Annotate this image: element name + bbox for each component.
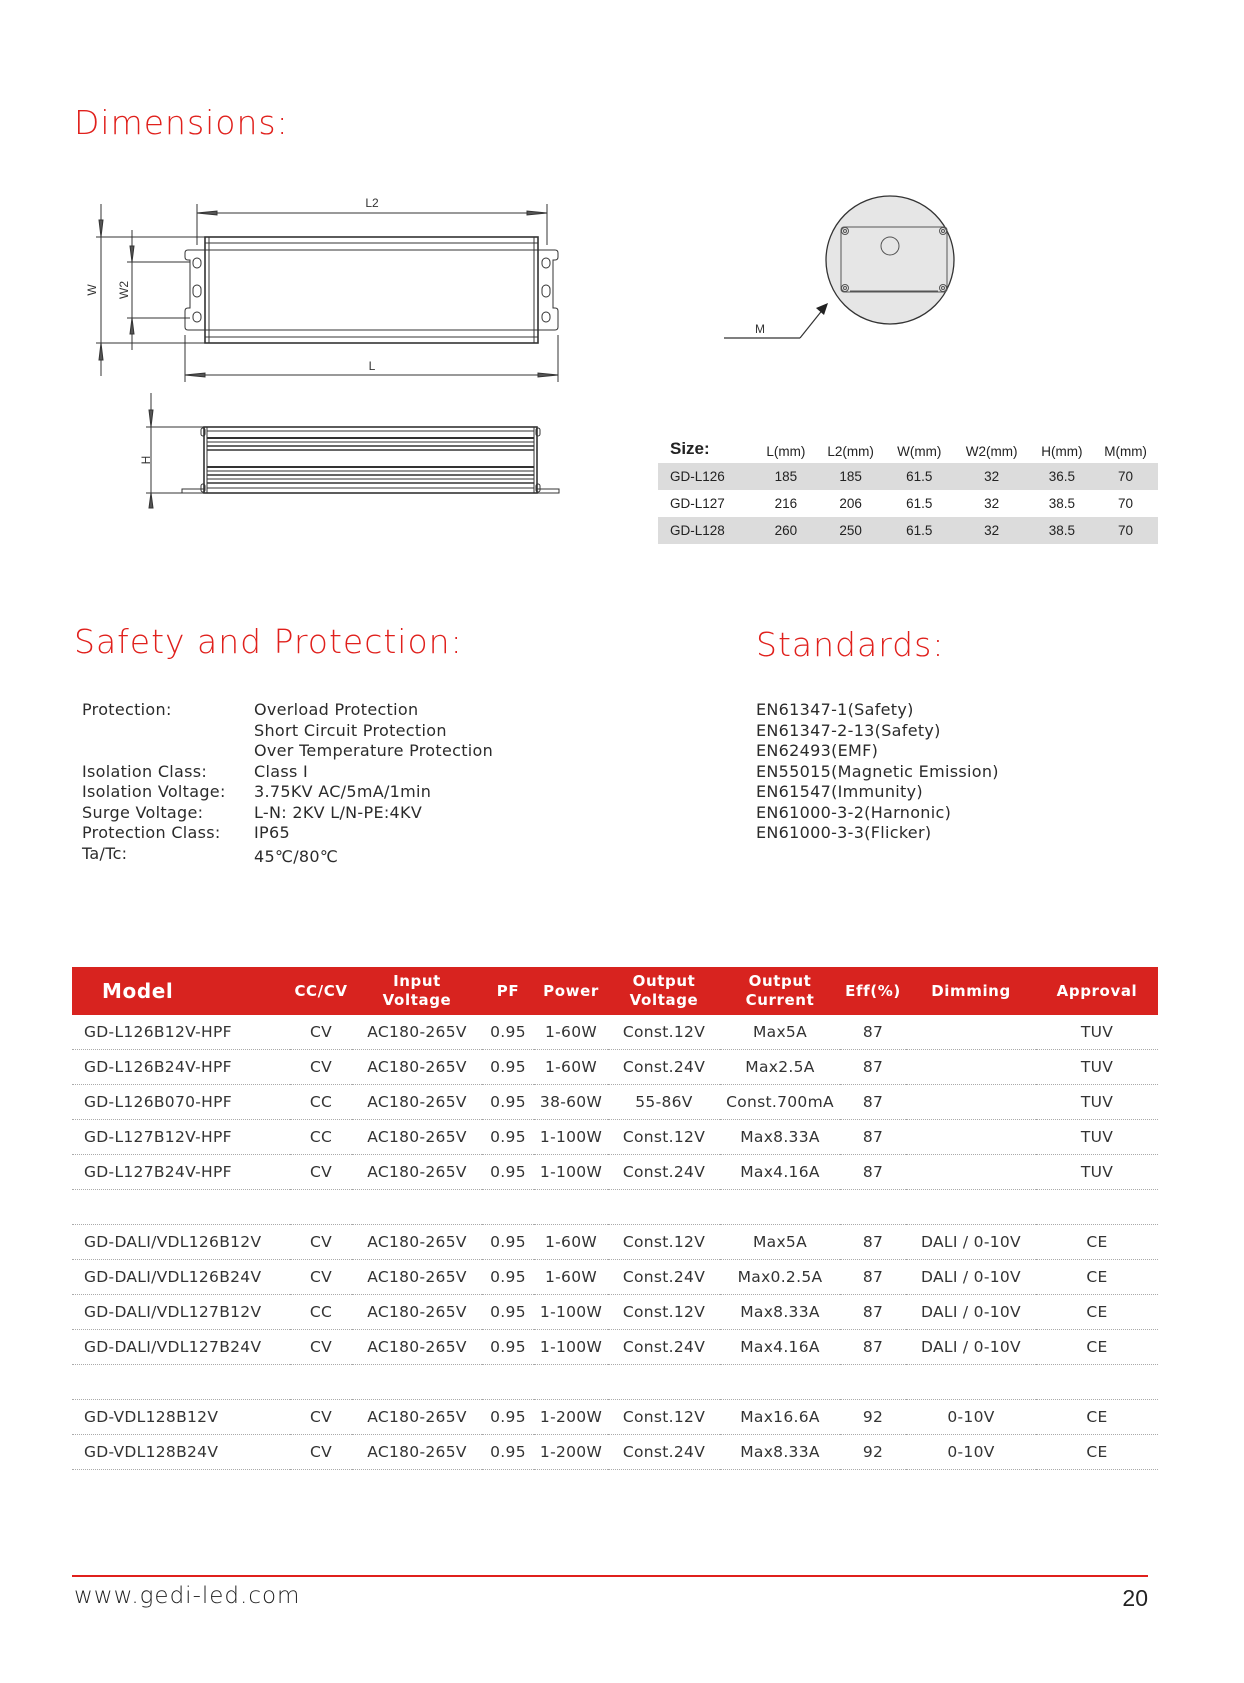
cell-approval: CE <box>1036 1225 1158 1260</box>
col-header-power: Power <box>543 981 599 1000</box>
cell-dimming: 0-10V <box>906 1400 1036 1435</box>
cell-output-current: Max5A <box>720 1225 840 1260</box>
cell-eff: 87 <box>840 1015 906 1050</box>
cell-input-voltage: AC180-265V <box>352 1015 482 1050</box>
cell-eff: 87 <box>840 1085 906 1120</box>
cell-dimming: DALI / 0-10V <box>906 1330 1036 1365</box>
cell-input-voltage: AC180-265V <box>352 1400 482 1435</box>
size-value: 38.5 <box>1048 496 1075 511</box>
table-row <box>72 1085 1158 1120</box>
cell-output-current: Max0.2.5A <box>720 1260 840 1295</box>
standard-item: EN61347-1(Safety) <box>756 700 914 719</box>
size-col-header: H(mm) <box>1041 444 1083 459</box>
size-value: 70 <box>1118 496 1134 511</box>
cell-eff: 87 <box>840 1295 906 1330</box>
size-col-header: L(mm) <box>766 444 806 459</box>
cell-power: 1-60W <box>534 1050 608 1085</box>
cell-pf: 0.95 <box>482 1120 534 1155</box>
size-label: Size: <box>670 439 710 458</box>
size-col-header: W(mm) <box>897 444 942 459</box>
cell-output-voltage: Const.12V <box>608 1120 720 1155</box>
cell-model: GD-L126B24V-HPF <box>72 1050 290 1085</box>
cell-cccv: CV <box>290 1155 352 1190</box>
cell-eff: 87 <box>840 1050 906 1085</box>
cell-power: 1-60W <box>534 1260 608 1295</box>
spec-value: L-N: 2KV L/N-PE:4KV <box>254 802 423 822</box>
size-value: 70 <box>1093 463 1158 490</box>
header-line: Output <box>632 972 696 990</box>
cell-input-voltage: AC180-265V <box>352 1155 482 1190</box>
cell-approval: TUV <box>1036 1155 1158 1190</box>
cell-approval: CE <box>1036 1435 1158 1470</box>
cell-output-voltage: 55-86V <box>608 1085 720 1120</box>
size-col-header: L2(mm) <box>827 444 874 459</box>
top-view-drawing <box>80 190 580 390</box>
size-table-row <box>658 490 1158 517</box>
cell-output-current: Max4.16A <box>720 1155 840 1190</box>
cell-model: GD-L127B24V-HPF <box>72 1155 290 1190</box>
cell-model: GD-L126B12V-HPF <box>72 1015 290 1050</box>
header-line: Voltage <box>382 991 452 1009</box>
cell-cccv: CV <box>290 1435 352 1470</box>
side-view-drawing <box>130 390 580 510</box>
cell-eff: 92 <box>840 1400 906 1435</box>
cell-model: GD-VDL128B12V <box>72 1400 290 1435</box>
size-value: 61.5 <box>886 517 953 544</box>
cell-cccv: CV <box>290 1015 352 1050</box>
size-value: 61.5 <box>906 496 933 511</box>
cell-cccv: CC <box>290 1295 352 1330</box>
cell-dimming <box>906 1120 1036 1155</box>
cell-input-voltage: AC180-265V <box>352 1085 482 1120</box>
cell-input-voltage: AC180-265V <box>352 1260 482 1295</box>
page-number: 20 <box>1122 1585 1148 1611</box>
label-l: L <box>368 359 376 373</box>
standards-list <box>756 700 999 844</box>
table-row <box>72 1225 1158 1260</box>
cell-pf: 0.95 <box>482 1225 534 1260</box>
size-table-header <box>658 428 1158 463</box>
size-table-row <box>658 517 1158 544</box>
cell-output-voltage: Const.24V <box>608 1155 720 1190</box>
cell-pf: 0.95 <box>482 1400 534 1435</box>
col-header-pf: PF <box>496 981 520 1000</box>
size-value: 206 <box>839 496 862 511</box>
cell-dimming <box>906 1050 1036 1085</box>
cell-cccv: CV <box>290 1050 352 1085</box>
cell-pf: 0.95 <box>482 1155 534 1190</box>
cell-dimming: DALI / 0-10V <box>906 1225 1036 1260</box>
cell-output-current: Max8.33A <box>720 1435 840 1470</box>
size-value: 260 <box>756 517 815 544</box>
cell-cccv: CV <box>290 1330 352 1365</box>
cell-pf: 0.95 <box>482 1050 534 1085</box>
cell-eff: 87 <box>840 1330 906 1365</box>
spec-label: Protection Class: <box>82 823 221 842</box>
size-value: 250 <box>816 517 886 544</box>
cell-power: 1-60W <box>534 1015 608 1050</box>
spec-value: Class I <box>254 761 308 781</box>
cell-dimming <box>906 1085 1036 1120</box>
detail-m-drawing <box>720 195 960 355</box>
cell-output-voltage: Const.12V <box>608 1225 720 1260</box>
cell-power: 1-100W <box>534 1155 608 1190</box>
cell-model: GD-DALI/VDL127B24V <box>72 1330 290 1365</box>
cell-output-current: Max5A <box>720 1015 840 1050</box>
header-line: Output <box>748 972 812 990</box>
cell-input-voltage: AC180-265V <box>352 1330 482 1365</box>
cell-model: GD-DALI/VDL126B24V <box>72 1260 290 1295</box>
cell-output-voltage: Const.24V <box>608 1260 720 1295</box>
label-h: H <box>139 455 153 465</box>
size-value: 32 <box>984 496 1000 511</box>
cell-output-current: Max8.33A <box>720 1295 840 1330</box>
table-row <box>72 1155 1158 1190</box>
spec-value: Short Circuit Protection <box>254 720 447 740</box>
cell-pf: 0.95 <box>482 1085 534 1120</box>
size-value: 61.5 <box>886 463 953 490</box>
spec-value: Overload Protection <box>254 700 419 719</box>
col-header-dimming: Dimming <box>931 981 1011 1000</box>
standard-item: EN61000-3-2(Harnonic) <box>756 802 952 822</box>
spacer-cell <box>72 1365 1158 1400</box>
cell-eff: 87 <box>840 1225 906 1260</box>
cell-eff: 87 <box>840 1120 906 1155</box>
cell-cccv: CV <box>290 1225 352 1260</box>
cell-output-voltage: Const.24V <box>608 1435 720 1470</box>
cell-model: GD-L126B070-HPF <box>72 1085 290 1120</box>
cell-approval: CE <box>1036 1260 1158 1295</box>
size-col-header: M(mm) <box>1104 444 1147 459</box>
cell-input-voltage: AC180-265V <box>352 1225 482 1260</box>
group-spacer-row <box>72 1365 1158 1400</box>
size-table <box>658 428 1158 544</box>
cell-power: 1-200W <box>534 1435 608 1470</box>
cell-cccv: CV <box>290 1400 352 1435</box>
spacer-cell <box>72 1190 1158 1225</box>
spec-label: Protection: <box>82 700 172 719</box>
standard-item: EN62493(EMF) <box>756 741 879 760</box>
size-value: 32 <box>953 463 1031 490</box>
cell-pf: 0.95 <box>482 1015 534 1050</box>
standard-item: EN61547(Immunity) <box>756 782 923 801</box>
cell-pf: 0.95 <box>482 1260 534 1295</box>
header-line: Voltage <box>629 991 699 1009</box>
footer-divider <box>72 1575 1148 1577</box>
cell-approval: CE <box>1036 1330 1158 1365</box>
spec-label: Isolation Class: <box>82 761 208 781</box>
cell-pf: 0.95 <box>482 1330 534 1365</box>
cell-dimming <box>906 1155 1036 1190</box>
group-spacer-row <box>72 1190 1158 1225</box>
label-m: M <box>755 322 765 336</box>
col-header-cccv: CC/CV <box>294 981 348 1000</box>
cell-approval: TUV <box>1036 1120 1158 1155</box>
col-header-output-current <box>720 967 840 1015</box>
cell-approval: CE <box>1036 1400 1158 1435</box>
cell-cccv: CC <box>290 1120 352 1155</box>
cell-output-voltage: Const.12V <box>608 1295 720 1330</box>
standards-title: Standards: <box>756 625 945 664</box>
size-value: 185 <box>756 463 815 490</box>
table-row <box>72 1295 1158 1330</box>
size-value: 70 <box>1093 517 1158 544</box>
cell-power: 1-100W <box>534 1330 608 1365</box>
spec-label: Ta/Tc: <box>82 843 128 863</box>
cell-power: 1-100W <box>534 1120 608 1155</box>
spec-value: Over Temperature Protection <box>254 741 494 760</box>
col-header-input-voltage <box>352 967 482 1015</box>
size-value: 36.5 <box>1031 463 1094 490</box>
standard-item: EN61000-3-3(Flicker) <box>756 823 932 842</box>
cell-input-voltage: AC180-265V <box>352 1435 482 1470</box>
size-value: 38.5 <box>1031 517 1094 544</box>
label-w: W <box>85 284 99 296</box>
cell-power: 1-60W <box>534 1225 608 1260</box>
size-col-header: W2(mm) <box>965 444 1018 459</box>
safety-title: Safety and Protection: <box>74 622 463 661</box>
cell-dimming: DALI / 0-10V <box>906 1295 1036 1330</box>
size-table-row <box>658 463 1158 490</box>
cell-power: 38-60W <box>534 1085 608 1120</box>
cell-approval: TUV <box>1036 1085 1158 1120</box>
size-value: 185 <box>816 463 886 490</box>
label-w2: W2 <box>117 281 131 299</box>
label-l2: L2 <box>365 196 379 210</box>
dimensions-title: Dimensions: <box>74 103 289 142</box>
cell-input-voltage: AC180-265V <box>352 1050 482 1085</box>
cell-model: GD-DALI/VDL127B12V <box>72 1295 290 1330</box>
footer-website: www.gedi-led.com <box>74 1583 301 1609</box>
cell-cccv: CV <box>290 1260 352 1295</box>
cell-eff: 92 <box>840 1435 906 1470</box>
cell-output-voltage: Const.12V <box>608 1400 720 1435</box>
size-value: 216 <box>774 496 798 511</box>
models-table <box>72 967 1158 1470</box>
cell-input-voltage: AC180-265V <box>352 1120 482 1155</box>
cell-model: GD-VDL128B24V <box>72 1435 290 1470</box>
size-value: 32 <box>953 517 1031 544</box>
table-row <box>72 1120 1158 1155</box>
spec-label: Isolation Voltage: <box>82 782 226 801</box>
standard-item: EN61347-2-13(Safety) <box>756 720 941 740</box>
cell-output-current: Max16.6A <box>720 1400 840 1435</box>
header-line: Current <box>745 991 815 1009</box>
spec-value: 45℃/80℃ <box>254 846 339 866</box>
cell-dimming: 0-10V <box>906 1435 1036 1470</box>
cell-model: GD-L127B12V-HPF <box>72 1120 290 1155</box>
table-row <box>72 1330 1158 1365</box>
cell-output-current: Max8.33A <box>720 1120 840 1155</box>
header-line: Input <box>393 972 441 990</box>
cell-power: 1-100W <box>534 1295 608 1330</box>
table-row <box>72 1260 1158 1295</box>
cell-output-current: Const.700mA <box>720 1085 840 1120</box>
cell-output-current: Max4.16A <box>720 1330 840 1365</box>
table-row <box>72 1015 1158 1050</box>
col-header-output-voltage <box>608 967 720 1015</box>
cell-dimming <box>906 1015 1036 1050</box>
cell-pf: 0.95 <box>482 1435 534 1470</box>
cell-cccv: CC <box>290 1085 352 1120</box>
cell-approval: TUV <box>1036 1015 1158 1050</box>
col-header-eff: Eff(%) <box>845 981 901 1000</box>
size-model: GD-L127 <box>670 496 725 511</box>
standard-item: EN55015(Magnetic Emission) <box>756 761 999 781</box>
cell-output-current: Max2.5A <box>720 1050 840 1085</box>
models-table-header <box>72 967 1158 1015</box>
cell-power: 1-200W <box>534 1400 608 1435</box>
col-header-approval: Approval <box>1056 981 1138 1000</box>
cell-output-voltage: Const.24V <box>608 1330 720 1365</box>
models-table-body <box>72 1015 1158 1470</box>
cell-eff: 87 <box>840 1155 906 1190</box>
spec-value: IP65 <box>254 823 290 842</box>
cell-model: GD-DALI/VDL126B12V <box>72 1225 290 1260</box>
cell-output-voltage: Const.24V <box>608 1050 720 1085</box>
cell-dimming: DALI / 0-10V <box>906 1260 1036 1295</box>
size-model: GD-L128 <box>658 517 756 544</box>
size-model: GD-L126 <box>658 463 756 490</box>
cell-output-voltage: Const.12V <box>608 1015 720 1050</box>
cell-approval: TUV <box>1036 1050 1158 1085</box>
table-row <box>72 1050 1158 1085</box>
table-row <box>72 1435 1158 1470</box>
cell-input-voltage: AC180-265V <box>352 1295 482 1330</box>
cell-pf: 0.95 <box>482 1295 534 1330</box>
cell-eff: 87 <box>840 1260 906 1295</box>
table-row <box>72 1400 1158 1435</box>
col-header-model: Model <box>102 978 174 1003</box>
spec-label: Surge Voltage: <box>82 802 204 822</box>
spec-value: 3.75KV AC/5mA/1min <box>254 782 432 801</box>
cell-approval: CE <box>1036 1295 1158 1330</box>
